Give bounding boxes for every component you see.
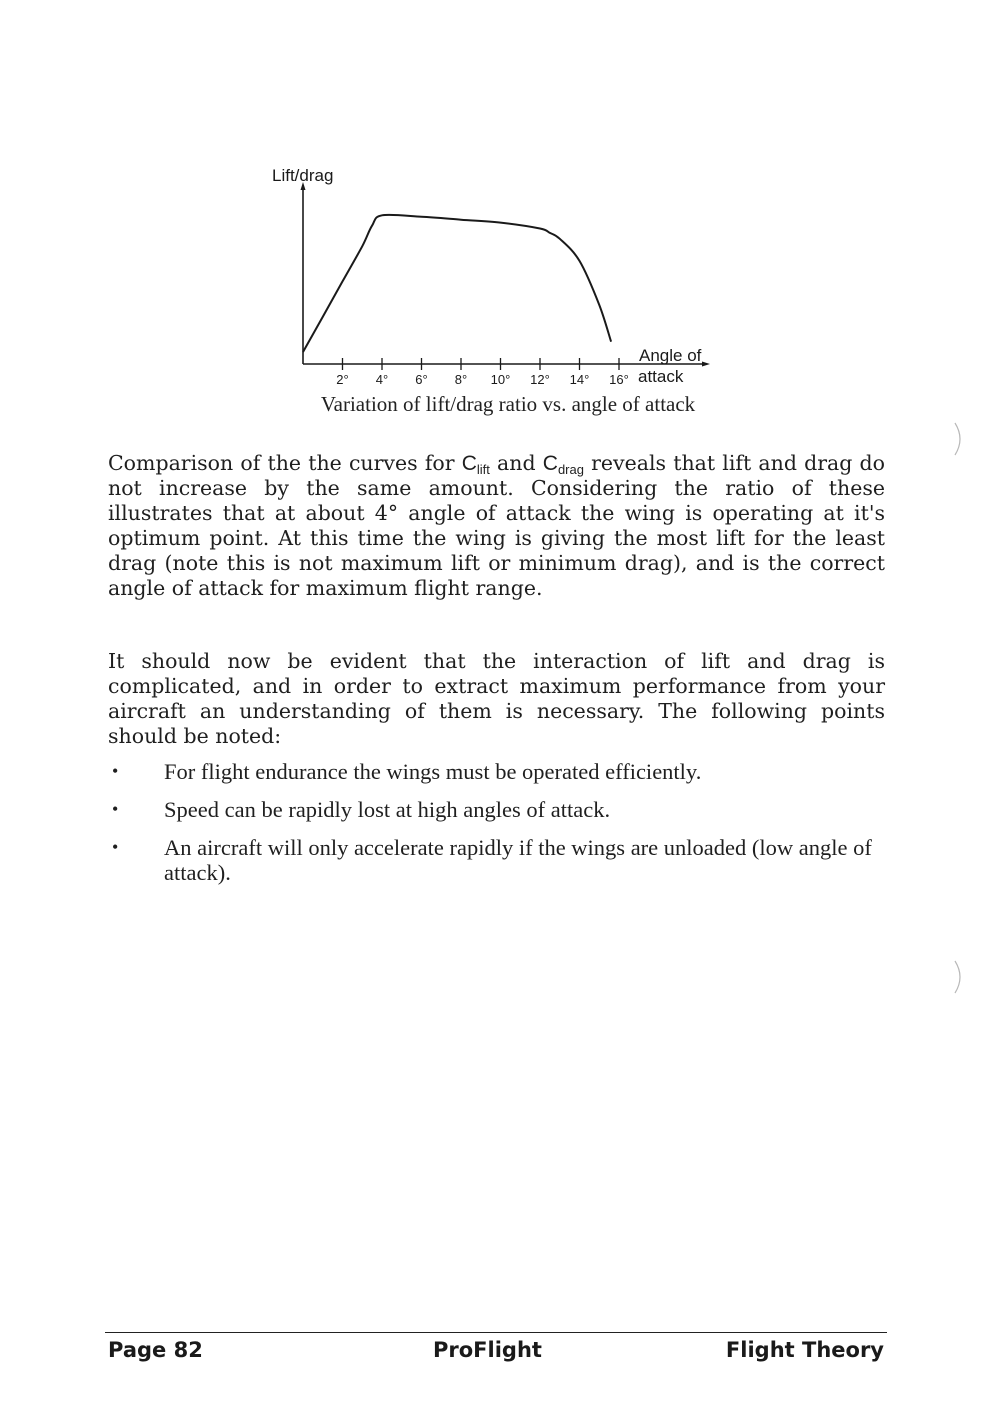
x-tick-label: 4°	[375, 372, 389, 387]
bullet-icon: •	[112, 799, 119, 819]
x-axis-label-line2: attack	[638, 367, 684, 386]
lift-drag-chart	[0, 0, 1000, 430]
list-item-text: For flight endurance the wings must be operated efficiently.	[164, 759, 702, 784]
chart-axes	[301, 182, 711, 367]
paragraph-interaction: It should now be evident that the interaction of lift and drag is complicated, and in order to extract maximum performance from your aircraft an understanding of them is necessary. The following points should be noted:	[108, 649, 885, 748]
list-item-text: An aircraft will only accelerate rapidly if the wings are unloaded (low angle of attack).	[164, 835, 872, 885]
paragraph-text: reveals that lift and drag do not increase by the same amount. Considering the ratio of these illustrates that at about 4° angle of attack the wing is operating at it's optimum point. At this time the wing is giving the most lift for the least drag (note this is not maximum lift or minimum drag), and is the correct angle of attack for maximum flight range.	[108, 451, 885, 600]
footer-book-title: ProFlight	[433, 1338, 542, 1362]
x-tick-label: 12°	[530, 372, 550, 387]
list-item	[108, 797, 885, 822]
list-item-text: Speed can be rapidly lost at high angles of attack.	[164, 797, 611, 822]
c-drag-subscript: drag	[557, 462, 584, 477]
c-lift-symbol: C	[461, 452, 477, 475]
figure-caption: Variation of lift/drag ratio vs. angle of attack	[320, 392, 696, 416]
x-axis-label-line1: Angle of	[639, 346, 702, 365]
x-tick-label: 14°	[569, 372, 590, 387]
x-axis-ticks	[336, 358, 629, 387]
x-tick-label: 2°	[336, 372, 349, 387]
paragraph-text: and	[489, 451, 543, 475]
paragraph-text: Comparison of the the curves for	[108, 451, 462, 475]
footer-divider	[105, 1332, 887, 1333]
x-tick-label: 6°	[415, 372, 428, 387]
binding-mark-top	[953, 422, 965, 456]
paragraph-comparison	[108, 451, 885, 601]
y-axis-label: Lift/drag	[272, 166, 334, 185]
bullet-icon: •	[112, 761, 119, 781]
binding-mark-bottom	[953, 960, 965, 994]
list-item	[108, 759, 885, 784]
bullet-icon: •	[112, 837, 119, 857]
x-tick-label: 16°	[609, 372, 629, 387]
bullet-list	[108, 759, 885, 898]
x-tick-label: 10°	[490, 372, 511, 387]
c-lift-subscript: lift	[476, 462, 490, 477]
lift-drag-curve	[303, 215, 611, 352]
x-axis-arrow	[702, 362, 710, 367]
list-item	[108, 835, 885, 885]
footer-section-title: Flight Theory	[725, 1338, 884, 1362]
x-tick-label: 8°	[454, 372, 468, 387]
footer-page-number: Page 82	[108, 1338, 203, 1362]
c-drag-symbol: C	[542, 452, 558, 475]
